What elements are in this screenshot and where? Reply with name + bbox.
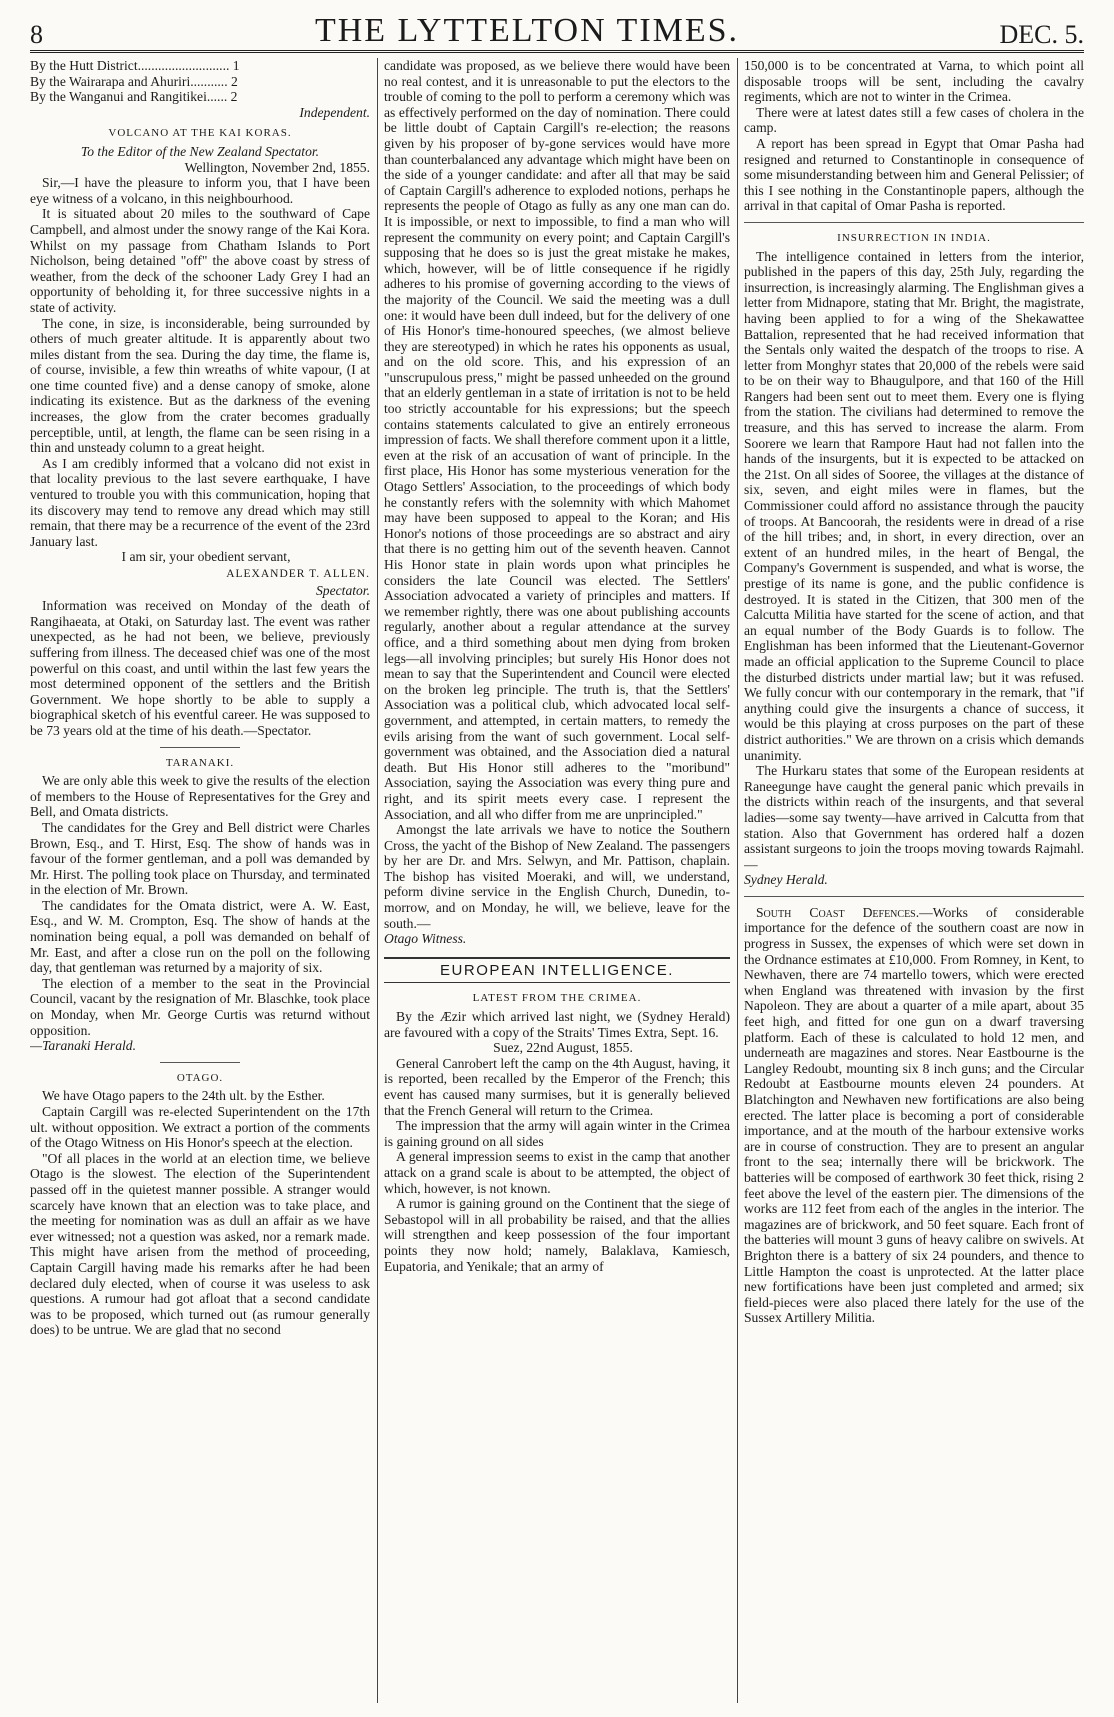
- crimea-continuation: 150,000 is to be concentrated at Varna, to which point all disposable troops will be sent, including the cavalry regiments, which are not to winter in the Crimea.: [744, 58, 1084, 105]
- india-paragraph: The intelligence contained in letters from the interior, published in the papers of this day, 25th July, regarding the insurrection, is increasingly alarming. The Englishman gives a letter from Midnapore, stating that Mr. Bright, the magistrate, having been applied to for a wing of the Shekawattee Battalion, represented that he had received information that the Sentals only waited the despatch of the troops to rise. A letter from Monghyr states that 20,000 of the rebels were said to be on their way to Bhaugulpore, and that 160 of the Hill Rangers had been sent out to meet them. Every one is flying from the station. The civilians had determined to remove the treasure, and this has served to increase the alarm. From Soorere we learn that Rampore Haut had not fallen into the hands of the insurgents, but it is expected to be attacked on the 21st. On all sides of Sooree, the villages at the distance of six, seven, and eight miles were in flames, but the Commissioner could afford no assistance through the paucity of troops. At Bancoorah, the residents were in dread of a rise of the hill tribes; and, in short, in every direction, over an extent of an hundred miles, in the heart of Bengal, the Company's Government is suspended, and what is worse, the prestige of its name is gone, and the public confidence is destroyed. It is stated in the Citizen, that 300 men of the Calcutta Militia have started for the scene of action, and that an equal number of the Body Guards is to follow. The Englishman has been informed that the Lieutenant-Governor made an official application to the Supreme Council to place the disturbed districts under martial law; but it was refused. We fully concur with our contemporary in the remark, that "if anything could give the insurgents a chance of success, it would be this playing at cross purposes on the part of these district authorities." We are thrown on a crisis which demands unanimity.: [744, 248, 1084, 763]
- european-intelligence-heading: EUROPEAN INTELLIGENCE.: [384, 957, 730, 984]
- section-separator: [160, 1062, 240, 1063]
- arrivals-source: Otago Witness.: [384, 931, 467, 947]
- taranaki-paragraph: We are only able this week to give the results of the election of members to the House of Representatives for the Grey and Bell, and Omata districts.: [30, 773, 370, 820]
- crimea-paragraph: A general impression seems to exist in the camp that another attack on a grand scale is about to be attempted, the object of which, however, is not known.: [384, 1149, 730, 1196]
- crimea-paragraph: The impression that the army will again winter in the Crimea is gaining ground on all sides: [384, 1118, 730, 1149]
- page-number: 8: [30, 20, 43, 49]
- crimea-heading: LATEST FROM THE CRIMEA.: [472, 992, 642, 1005]
- otago-paragraph: "Of all places in the world at an election time, we believe Otago is the slowest. The election of the Superintendent passed off in the quietest manner possible. A stranger would scarcely have known that an election was to take place, and the meeting for nomination was as dull an affair as we have ever witnessed; not a question was asked, nor a remark made. This might have arisen from the method of proceeding, Captain Cargill having made his remarks after he had been declared duly elected, when of course it was useless to ask questions. A rumour had got afloat that a second candidate was to be proposed, which turned out (as rumour generally does) to be untrue. We are glad that no second: [30, 1150, 370, 1338]
- volcano-close: I am sir, your obedient servant,: [121, 549, 291, 565]
- volcano-heading: VOLCANO AT THE KAI KORAS.: [108, 127, 292, 140]
- otago-heading: OTAGO.: [176, 1071, 224, 1084]
- arrivals-paragraph: Amongst the late arrivals we have to notice the Southern Cross, the yacht of the Bishop of New Zealand. The passengers by her are Dr. and Mrs. Selwyn, and Mr. Pattison, chaplain. The bishop has visited Moeraki, and will, we understand, peform divine service in the English Church, Dunedin, to-morrow, and on Monday, he will, we believe, leave for the south.—: [384, 822, 730, 931]
- volcano-paragraph: It is situated about 20 miles to the southward of Cape Campbell, and almost under the snowy range of the Kai Kora. Whilst on my passage from Chatham Islands to Port Nicholson, being detained "off" the above coast by stress of weather, from the deck of the schooner Lady Grey I had an opportunity of beholding it, for three successive nights in a state of activity.: [30, 206, 370, 315]
- taranaki-heading: TARANAKI.: [165, 756, 235, 769]
- defences-lead: South Coast Defences.: [756, 904, 920, 920]
- crimea-paragraph: There were at latest dates still a few cases of cholera in the camp.: [744, 104, 1084, 136]
- column-1: [30, 58, 370, 1703]
- volcano-dateline: Wellington, November 2nd, 1855.: [184, 159, 370, 175]
- column-3: [744, 58, 1084, 1703]
- column-rule-2: [737, 58, 738, 1703]
- issue-date: DEC. 5.: [999, 20, 1084, 49]
- section-separator: [160, 747, 240, 748]
- rangihaeata-paragraph: Information was received on Monday of the death of Rangihaeata, at Otaki, on Saturday last. The event was rather unexpected, as he had not been, we believe, previously suffering from illness. The deceased chief was one of the most powerful on this coast, and until within the last few years the most determined opponent of the settlers and the British Government. We hope shortly to be able to supply a biographical sketch of his eventful career. He was supposed to be 73 years old at the time of his death.—Spectator.: [30, 598, 370, 738]
- results-source: Independent.: [299, 104, 370, 120]
- crimea-dateline: Suez, 22nd August, 1855.: [493, 1040, 633, 1056]
- result-line: By the Wanganui and Rangitikei...... 2: [30, 89, 238, 105]
- result-line: By the Wairarapa and Ahuriri........... 2: [30, 73, 238, 89]
- taranaki-paragraph: The candidates for the Grey and Bell district were Charles Brown, Esq., and T. Hirst, Esq. The show of hands was in favour of the former gentleman, and a poll was demanded by Mr. Hirst. The polling took place on Thursday, and terminated in the election of Mr. Brown.: [30, 819, 370, 898]
- volcano-paragraph: As I am credibly informed that a volcano did not exist in that locality previous to the last severe earthquake, I have ventured to trouble you with this communication, hoping that its discovery may tend to remove any dread which may still remain, that there may be a recurrence of the event of the 23rd January last.: [30, 455, 370, 549]
- crimea-paragraph: A report has been spread in Egypt that Omar Pasha had resigned and returned to Constantinople in consequence of some misunderstanding between him and General Pelissier; of this I see nothing in the Constantinople papers, although the arrival in that capital of Omar Pasha is reported.: [744, 135, 1084, 214]
- volcano-paragraph: The cone, in size, is inconsiderable, being surrounded by others of much greater altitude. It is apparently about two miles distant from the sea. During the day time, the flame is, of course, invisible, a few thin wreaths of white vapour, (I at one time counted five) and a dense canopy of smoke, alone indicating its existence. But as the darkness of the evening increases, the glow from the crater becomes gradually perceptible, until, at length, the flame can be seen rising in a thin and unsteady column to a great height.: [30, 315, 370, 456]
- volcano-source: Spectator.: [316, 582, 370, 598]
- volcano-signature: ALEXANDER T. ALLEN.: [226, 568, 370, 580]
- masthead: [30, 12, 1084, 53]
- otago-paragraph: We have Otago papers to the 24th ult. by the Esther.: [42, 1088, 325, 1104]
- india-source: Sydney Herald.: [744, 872, 828, 888]
- otago-continuation: candidate was proposed, as we believe there would have been no real contest, and it is unreasonable to put the electors to the trouble of coming to the poll to perform a ceremony which was as effectively performed on the day of nomination. There could be little doubt of Captain Cargill's re-election; the reasons given by his proposer of by-gone services would have more than counterbalanced any advantage which might have been on the side of a younger candidate: and after all that may be said of Captain Cargill's adherence to exploded notions, perhaps he represents the people of Otago as fully as any one man can do. It is impossible, or next to impossible, to find a man who will represent the community on every point; and Captain Cargill's supposing that he does so is just the great mistake he makes, which, however, will be of little consequence if he rigidly adheres to his promise of governing according to the views of the majority of the Council. We said the meeting was a dull one: it would have been dull indeed, but for the delivery of one of His Honor's time-honoured speeches, (we almost believe they are stereotyped) in which he rates his opponents as usual, and on the old score. This, and his expression of an "unscrupulous press," might be passed unheeded on the ground that an elderly gentleman in a state of irritation is not to be held too strictly accountable for his expressions; but the speech contains statements calculated to give an entirely erroneous impression of facts. We shall therefore comment upon it a little, even at the risk of an accusation of want of principle. In the first place, His Honor has some mysterious veneration for the Otago Settlers' Association, to the proceedings of which body he constantly refers with the solemnity with which Mahomet may have been supposed to appeal to the Koran; and His Honor's notions of those proceedings are so abstract and airy that there is no getting him out of the seventh heaven. Cannot His Honor state in plain words upon what principles he considers the late Council was elected. The Settlers' Association advocated a variety of principles and matters. If we remember rightly, there was one about publishing accounts regularly, another about a regular attendance at the survey office, and a third something about men dying from broken legs—all involving principles; but surely His Honor does not mean to say that the Superintendent and Council were elected on the broken leg principle. The truth is, that the Settlers' Association was a political club, which advocated local self-government, and attempted, in certain matters, to remedy the evils arising from the want of such government. Local self-government was obtained, and the Association died a natural death. But His Honor still adheres to the "moribund" Association, saying the Association was every thing pure and right, and its spirit meets every case. I represent the Association, and all who differ from me are unprincipled.": [384, 58, 730, 822]
- taranaki-paragraph: The election of a member to the seat in the Provincial Council, vacant by the resignation of Mr. Blaschke, took place on Monday, when Mr. George Curtis was returnd without opposition.: [30, 975, 370, 1038]
- india-paragraph: The Hurkaru states that some of the European residents at Raneegunge have caught the general panic which prevails in the districts within reach of the insurgents, and that several ladies—some say twenty—have arrived in Calcutta from that station. Also that Government has ordered half a dozen assistant surgeons to join the troops moving towards Rajmahl.—: [744, 763, 1084, 872]
- newspaper-title: THE LYTTELTON TIMES.: [314, 12, 740, 49]
- volcano-paragraph: Sir,—I have the pleasure to inform you, that I have been eye witness of a volcano, in this neighbourhood.: [30, 175, 370, 206]
- section-separator: [744, 896, 1084, 897]
- column-2: [384, 58, 730, 1703]
- defences-text: —Works of considerable importance for the defence of the southern coast are now in progress in Sussex, the expenses of which were set down in the Ordnance estimates at £10,000. From Romney, in Kent, to Newhaven, there are 74 martello towers, which were erected when England was threatened with invasion by the first Napoleon. They are about a quarter of a mile apart, about 35 feet high, and fitted for one gun on a dwarf traversing platform. Each of these is calculated to hold 12 men, and underneath are magazines and stores. Near Eastbourne is the Langley Redoubt, mounting six 8 inch guns; and the Circular Redoubt at Eastbourne mounts eleven 24 pounders. At Blatchington and Newhaven new fortifications are also being erected. The latter place is becoming a port of considerable importance, and at the mouth of the harbour extensive works are in course of construction. They are to present an angular front to the sea; internally there will be brickwork. The batteries will be composed of earthwork 30 feet thick, rising 2 feet above the level of the eastern pier. The dimensions of the works are 112 feet from each of the angles in the interior. The magazines are of brickwork, and 50 feet square. Each front of the batteries will mount 3 guns of heavy calibre on swivels. At Brighton there is a battery of six 24 pounders, and thence to Little Hampton the coast is unprotected. At the latter place new fortifications have been just completed and armed; six field-pieces were also placed there lately for the use of the Sussex Artillery Militia.: [744, 904, 1084, 1326]
- otago-paragraph: Captain Cargill was re-elected Superintendent on the 17th ult. without opposition. We extract a portion of the comments of the Otago Witness on His Honor's speech at the election.: [30, 1104, 370, 1151]
- section-separator: [744, 222, 1084, 223]
- election-results: [30, 58, 370, 105]
- column-rule-1: [377, 58, 378, 1703]
- defences-paragraph: [744, 905, 1084, 1326]
- volcano-addressee: To the Editor of the New Zealand Spectator.: [80, 143, 320, 159]
- result-line: By the Hutt District........................... 1: [30, 58, 240, 73]
- crimea-paragraph: General Canrobert left the camp on the 4th August, having, it is reported, been recalled by the Emperor of the French; this event has caused many surmises, but it is generally believed that the French General will return to the Crimea.: [384, 1055, 730, 1118]
- taranaki-source: —Taranaki Herald.: [30, 1038, 136, 1054]
- crimea-intro: By the Æzir which arrived last night, we (Sydney Herald) are favoured with a copy of the Straits' Times Extra, Sept. 16.: [384, 1009, 730, 1040]
- crimea-paragraph: A rumor is gaining ground on the Continent that the siege of Sebastopol will in all probability be raised, and that the allies will strengthen and keep possession of the four important points they now hold; namely, Balaklava, Kamiesch, Eupatoria, and Yenikale; that an army of: [384, 1196, 730, 1274]
- taranaki-paragraph: The candidates for the Omata district, were A. W. East, Esq., and W. M. Crompton, Esq. The show of hands at the nomination being equal, a poll was demanded on behalf of Mr. East, and after a close run on the poll on the following day, that gentleman was returned by a majority of six.: [30, 897, 370, 976]
- india-heading: INSURRECTION IN INDIA.: [837, 231, 991, 244]
